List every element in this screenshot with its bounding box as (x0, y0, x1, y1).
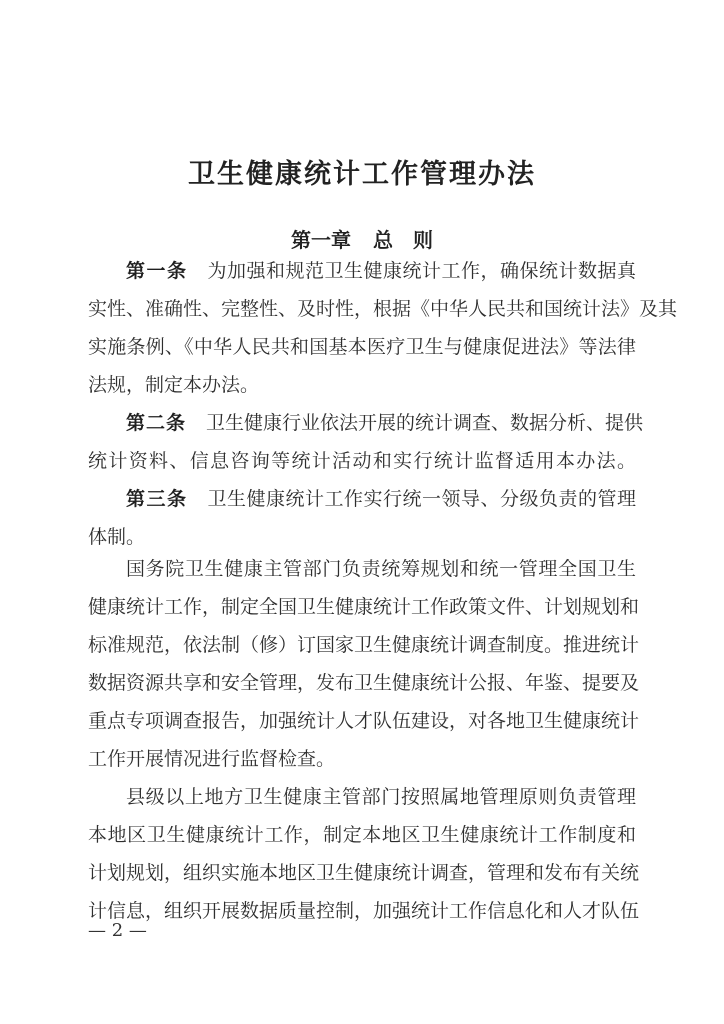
paragraph-1-line-2: 健康统计工作，制定全国卫生健康统计工作政策文件、计划规划和 (88, 596, 640, 618)
article-1-label: 第一条 (126, 260, 188, 282)
article-2-line-2: 统计资料、信息咨询等统计活动和实行统计监督适用本办法。 (88, 450, 636, 472)
paragraph-2-line-3: 计划规划，组织实施本地区卫生健康统计调查，管理和发布有关统 (88, 862, 640, 884)
document-title: 卫生健康统计工作管理办法 (188, 159, 536, 190)
article-3-line-1 (88, 482, 636, 516)
article-3-text-1: 卫生健康统计工作实行统一领导、分级负责的管理 (207, 488, 636, 510)
chapter-heading (0, 224, 724, 253)
paragraph-1-line-5: 重点专项调查报告，加强统计人才队伍建设，对各地卫生健康统计 (88, 710, 640, 732)
article-2-label: 第二条 (126, 412, 187, 434)
paragraph-1-line-6: 工作开展情况进行监督检查。 (88, 748, 336, 770)
chapter-name: 总 则 (373, 228, 433, 252)
paragraph-1-line-3: 标准规范，依法制（修）订国家卫生健康统计调查制度。推进统计 (88, 634, 640, 656)
article-1-line-2: 实性、准确性、完整性、及时性，根据《中华人民共和国统计法》及其 (88, 298, 678, 320)
paragraph-1-line-1: 国务院卫生健康主管部门负责统筹规划和统一管理全国卫生 (126, 558, 636, 580)
paragraph-2-line-1: 县级以上地方卫生健康主管部门按照属地管理原则负责管理 (126, 786, 636, 808)
paragraph-2-line-2: 本地区卫生健康统计工作，制定本地区卫生健康统计工作制度和 (88, 824, 636, 846)
paragraph-1-line-4: 数据资源共享和安全管理，发布卫生健康统计公报、年鉴、提要及 (88, 672, 640, 694)
article-1-line-1 (88, 254, 636, 288)
article-3-label: 第三条 (126, 488, 188, 510)
article-3-line-2: 体制。 (88, 526, 146, 548)
article-1-line-4: 法规，制定本办法。 (88, 374, 260, 396)
paragraph-2-line-4: 计信息，组织开展数据质量控制，加强统计工作信息化和人才队伍 (88, 900, 640, 922)
page-number: — 2 — (88, 920, 147, 941)
article-2-line-1 (88, 406, 644, 440)
chapter-label: 第一章 (291, 228, 351, 252)
article-1-line-3: 实施条例、《中华人民共和国基本医疗卫生与健康促进法》等法律 (88, 336, 636, 358)
article-2-text-1: 卫生健康行业依法开展的统计调查、数据分析、提供 (206, 412, 644, 434)
article-1-text-1: 为加强和规范卫生健康统计工作，确保统计数据真 (207, 260, 636, 282)
